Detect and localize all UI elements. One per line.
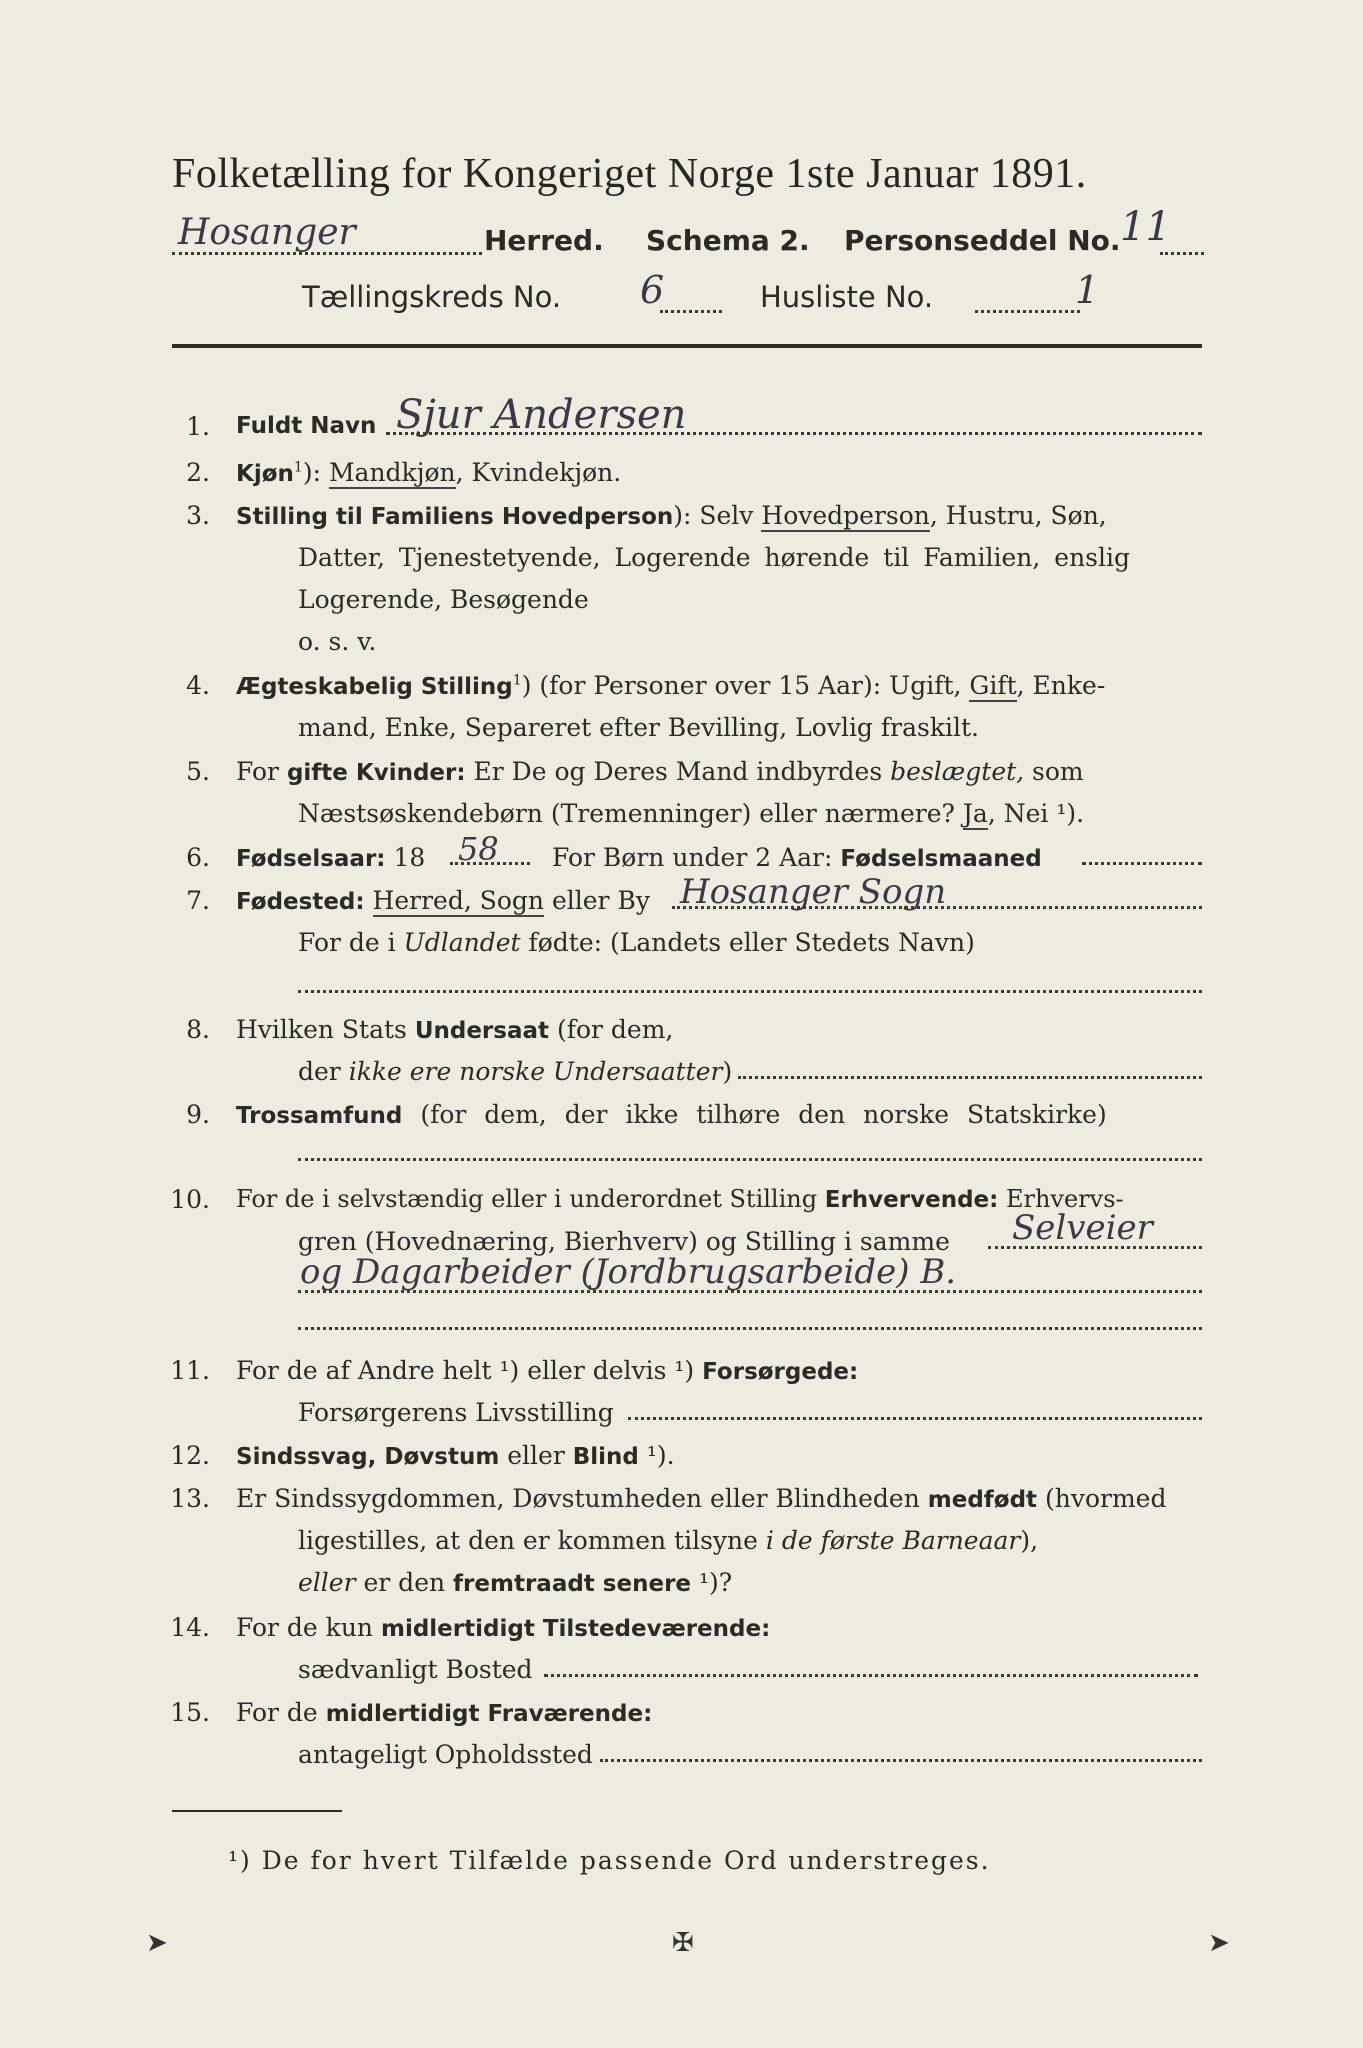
q7-dots-line3 (298, 990, 1202, 993)
q6-prefix: 18 (385, 843, 426, 872)
q11-text-a: For de af Andre helt ¹) eller delvis ¹) (236, 1356, 703, 1385)
husliste-value: 1 (1075, 268, 1100, 312)
q5-line2-text: Næstsøskendebørn (Tremenninger) eller nærmere? (298, 799, 963, 828)
q13-line3-a: er den (355, 1568, 454, 1597)
q2-number: 2. (186, 458, 210, 487)
q2-option-mandkjon: Mandkjøn (328, 458, 456, 487)
q13-line2-a: ligestilles, at den er kommen tilsyne (298, 1526, 766, 1555)
q7-option-herred-sogn: Herred, Sogn (372, 886, 545, 915)
herred-label: Herred. (484, 224, 604, 257)
q10-number: 10. (170, 1185, 210, 1214)
q12-line1 (236, 1441, 675, 1470)
corner-mark-right-icon: ➤ (1208, 1928, 1230, 1958)
q6-number: 6. (186, 843, 210, 872)
q7-line2-b: fødte: (Landets eller Stedets Navn) (520, 928, 975, 957)
q6-dots-year (450, 862, 530, 865)
q13-line3-italic: eller (298, 1568, 356, 1597)
husliste-dots (975, 310, 1080, 313)
q3-text-b: , Hustru, Søn, (929, 501, 1107, 530)
q1-number: 1. (186, 412, 210, 441)
q14-line2: sædvanligt Bosted (298, 1655, 533, 1684)
q3-label: Stilling til Familiens Hovedperson (236, 504, 674, 530)
q14-label: midlertidigt Tilstedeværende: (380, 1616, 771, 1642)
q3-number: 3. (186, 501, 210, 530)
q10-value1: Selveier (1012, 1208, 1153, 1248)
q9-number: 9. (186, 1100, 210, 1129)
q12-text-a: eller (499, 1441, 573, 1470)
q13-text-b: (hvormed (1037, 1484, 1167, 1513)
q11-line1 (236, 1356, 858, 1385)
q12-label: Sindssvag, Døvstum (236, 1444, 500, 1470)
q5-text-c: som (1024, 757, 1084, 786)
personseddel-label: Personseddel No. (844, 224, 1121, 257)
q2-sup: 1 (293, 459, 303, 476)
q9-label: Trossamfund (236, 1103, 403, 1129)
corner-mark-center-icon: ✠ (672, 1928, 694, 1958)
q11-number: 11. (170, 1356, 210, 1385)
q2-line (236, 458, 621, 487)
q10-line1 (236, 1185, 1124, 1213)
q8-number: 8. (186, 1015, 210, 1044)
kreds-dots (660, 310, 722, 313)
q4-number: 4. (186, 671, 210, 700)
personseddel-dots (1160, 252, 1204, 255)
q3-text-a: ): Selv (673, 501, 762, 530)
q5-line1 (236, 757, 1084, 786)
q4-text-a: ) (for Personer over 15 Aar): Ugift, (521, 671, 970, 700)
herred-dots (172, 252, 482, 255)
q10-dots-line3 (298, 1290, 1202, 1293)
q8-line2-italic: ikke ere norske Undersaatter (348, 1057, 723, 1086)
q7-label: Fødested: (236, 889, 365, 915)
q10-dots-line4 (298, 1327, 1202, 1330)
q10-value2: og Dagarbeider (Jordbrugsarbeide) B. (300, 1252, 957, 1292)
q8-dots (738, 1076, 1202, 1079)
form-title: Folketælling for Kongeriget Norge 1ste Januar 1891. (172, 151, 1087, 197)
q11-line2: Forsørgerens Livsstilling (298, 1398, 614, 1427)
q12-text-b: ¹). (638, 1441, 675, 1470)
q5-italic: beslægtet, (890, 757, 1025, 786)
q14-text-a: For de kun (236, 1613, 381, 1642)
q2-label: Kjøn (236, 461, 294, 487)
q3-line2: Datter, Tjenestetyende, Logerende hørende til Familien, enslig (298, 543, 1131, 572)
q2-text-a: ): (302, 458, 329, 487)
q4-option-gift: Gift (969, 671, 1017, 700)
q1-value: Sjur Andersen (396, 392, 687, 438)
footnote: ¹) De for hvert Tilfælde passende Ord understreges. (228, 1846, 991, 1875)
q5-option-ja: Ja (962, 799, 988, 828)
q13-line1 (236, 1484, 1166, 1513)
q15-number: 15. (170, 1698, 210, 1727)
q15-text-a: For de (236, 1698, 326, 1727)
q7-dots (672, 906, 1202, 909)
q14-line1 (236, 1613, 770, 1642)
footnote-rule (172, 1810, 342, 1812)
q6-line1b (552, 843, 1042, 872)
q9-dots (298, 1158, 1202, 1161)
q8-label: Undersaat (414, 1018, 549, 1044)
q11-dots (628, 1417, 1202, 1420)
corner-mark-left-icon: ➤ (146, 1928, 168, 1958)
q4-line2: mand, Enke, Separeret efter Bevilling, Lovlig fraskilt. (298, 713, 979, 742)
q13-line2-b: ), (1020, 1526, 1039, 1555)
q15-line1 (236, 1698, 652, 1727)
q4-line1: Ægteskabelig Stilling$^1$) (for Personer over 15 Aar): Ugift, Gift, Enke- (236, 671, 1106, 700)
q7-line2 (298, 928, 975, 957)
q8-line1 (236, 1015, 673, 1044)
q15-line2: antageligt Opholdssted (298, 1740, 593, 1769)
q3-line3: Logerende, Besøgende (298, 585, 589, 614)
q8-line2-b: ) (722, 1057, 733, 1086)
q7-number: 7. (186, 886, 210, 915)
q6-value: 58 (458, 830, 499, 868)
q13-line3 (298, 1568, 732, 1597)
q8-line2 (298, 1057, 732, 1086)
q5-text-a: For (236, 757, 287, 786)
q6-label2: Fødselsmaaned (840, 846, 1042, 872)
q7-line1 (236, 886, 650, 915)
q3-line4: o. s. v. (298, 627, 377, 656)
q11-label: Forsørgede: (702, 1359, 859, 1385)
q13-line2 (298, 1526, 1038, 1555)
q7-line2-a: For de i (298, 928, 404, 957)
q4-text-b: , Enke- (1016, 671, 1106, 700)
q4-label: Ægteskabelig Stilling (236, 674, 513, 700)
schema-label: Schema 2. (646, 224, 810, 257)
q14-number: 14. (170, 1613, 210, 1642)
personseddel-value: 11 (1120, 204, 1171, 250)
q10-text-a: For de i selvstændig eller i underordnet Stilling (236, 1185, 825, 1213)
q15-label: midlertidigt Fraværende: (325, 1701, 653, 1727)
kreds-label: Tællingskreds No. (302, 280, 562, 314)
q13-line3-c: ¹)? (691, 1568, 733, 1597)
husliste-label: Husliste No. (760, 280, 934, 314)
q13-line2-italic: i de første Barneaar (765, 1526, 1021, 1555)
q10-line2: gren (Hovednæring, Bierhverv) og Stilling i samme (298, 1227, 950, 1256)
q8-text-b: (for dem, (549, 1015, 674, 1044)
q7-line2-italic: Udlandet (403, 928, 521, 957)
q5-line2-end: , Nei ¹). (987, 799, 1085, 828)
q15-dots (600, 1759, 1202, 1762)
q3-option-hovedperson: Hovedperson (761, 501, 930, 530)
q6-dots-month (1082, 862, 1202, 865)
q8-text-a: Hvilken Stats (236, 1015, 415, 1044)
q3-line1 (236, 501, 1107, 530)
q13-number: 13. (170, 1484, 210, 1513)
q9-line1 (236, 1100, 1107, 1129)
q1-label: Fuldt Navn (236, 413, 377, 439)
q6-line1a (236, 843, 425, 872)
q5-label: gifte Kvinder: (286, 760, 466, 786)
q8-line2-a: der (298, 1057, 349, 1086)
q10-text-b: Erhvervs- (998, 1185, 1124, 1213)
q12-label2: Blind (572, 1444, 639, 1470)
q1-dots (386, 432, 1202, 435)
kreds-value: 6 (640, 268, 665, 312)
q13-text-a: Er Sindssygdommen, Døvstumheden eller Blindheden (236, 1484, 928, 1513)
q7-text-a: eller By (544, 886, 650, 915)
header-rule (172, 344, 1202, 348)
q13-line3-bold: fremtraadt senere (453, 1571, 692, 1597)
q10-dots-line2 (988, 1246, 1202, 1249)
q14-dots (544, 1674, 1198, 1677)
q5-number: 5. (186, 757, 210, 786)
q9-text-a: (for dem, der ikke tilhøre den norske Statskirke) (402, 1100, 1107, 1129)
herred-value: Hosanger (178, 212, 356, 253)
q13-label: medfødt (927, 1487, 1038, 1513)
q7-value: Hosanger Sogn (680, 872, 947, 912)
q10-label: Erhvervende: (824, 1187, 999, 1213)
q6-text-a: For Børn under 2 Aar: (552, 843, 841, 872)
q2-option-kvindekjon: , Kvindekjøn. (455, 458, 622, 487)
q5-line2 (298, 799, 1084, 828)
q6-label: Fødselsaar: (236, 846, 386, 872)
q12-number: 12. (170, 1441, 210, 1470)
q5-text-b: Er De og Deres Mand indbyrdes (465, 757, 891, 786)
